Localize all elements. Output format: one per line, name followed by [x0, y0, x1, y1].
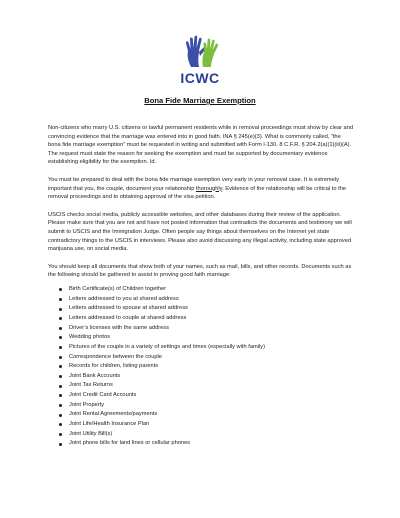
list-item: Joint Utility Bill(s) — [59, 430, 354, 440]
list-item: Joint Property — [59, 401, 354, 411]
list-item: Records for children, listing parents — [59, 362, 354, 372]
paragraph-legal-standard: Non-citizens who marry U.S. citizens or lawful permanent residents while in removal proceedings must show by clear and convincing evidence that the marriage was entered into in good faith. INA § 245(e)(3). What is commonly called, “the bona fide marriage exemption” must be requested in writing and submitted with Form I-130. 8 C.F.R. § 204.2(a)(1)(iii)(A). The request must state the reason for seeking the exemption and must be supported by documentary evidence establishing eligibility for the exemption. Id. — [48, 125, 354, 166]
hand-logo-icon — [178, 34, 222, 68]
list-item: Correspondence between the couple — [59, 353, 354, 363]
list-item: Wedding photos — [59, 333, 354, 343]
list-item: Driver’s licenses with the same address — [59, 324, 354, 334]
list-item: Joint Credit Card Accounts — [59, 391, 354, 401]
documents-list — [48, 285, 354, 449]
list-item: Letters addressed to couple at shared address — [59, 314, 354, 324]
logo-text: ICWC — [180, 70, 220, 86]
paragraph-social-media: USCIS checks social media, publicly accessible websites, and other databases during their review of the application. Please make sure that you are not and have not posted information that contradicts the documents and testimony we will submit to USCIS and the Immigration Judge. Often people say things about themselves on the Internet yet state contradictory things to the USCIS in interviews. Please also avoid discussing any illegal activity, including state approved marijuana use, on social media. — [48, 211, 352, 253]
paragraph-keep-documents: You should keep all documents that show both of your names, such as mail, bills, and other records. Documents such as the following should be gathered to assist in proving good faith marriage: — [48, 263, 352, 279]
list-item: Letters addressed to you at shared address — [59, 295, 354, 305]
document-title: Bona Fide Marriage Exemption — [144, 96, 256, 105]
list-item: Joint phone bills for land lines or cellular phones — [59, 439, 354, 449]
list-item: Joint Life/Health Insurance Plan — [59, 420, 354, 430]
list-item: Pictures of the couple in a variety of settings and times (especially with family) — [59, 343, 354, 353]
underlined-word: thoroughly — [195, 185, 223, 192]
list-item: Joint Rental Agreements/payments — [59, 410, 354, 420]
paragraph-prepare-early — [48, 176, 354, 202]
list-item: Joint Tax Returns — [59, 381, 354, 391]
list-item: Letters addressed to spouse at shared address — [59, 304, 354, 314]
paragraph-text: . Evidence of the relationship will be critical to the removal proceedings and to obtaining approval of the visa petition. — [48, 185, 347, 201]
document-body — [48, 124, 354, 449]
list-item: Joint Bank Accounts — [59, 372, 354, 382]
paragraph-text: You must be prepared to deal with the bona fide marriage exemption very early in your removal case. It is extremely important that you, the couple, document your relationship — [48, 176, 339, 192]
icwc-logo — [0, 34, 400, 86]
list-item: Birth Certificate(s) of Children together — [59, 285, 354, 295]
